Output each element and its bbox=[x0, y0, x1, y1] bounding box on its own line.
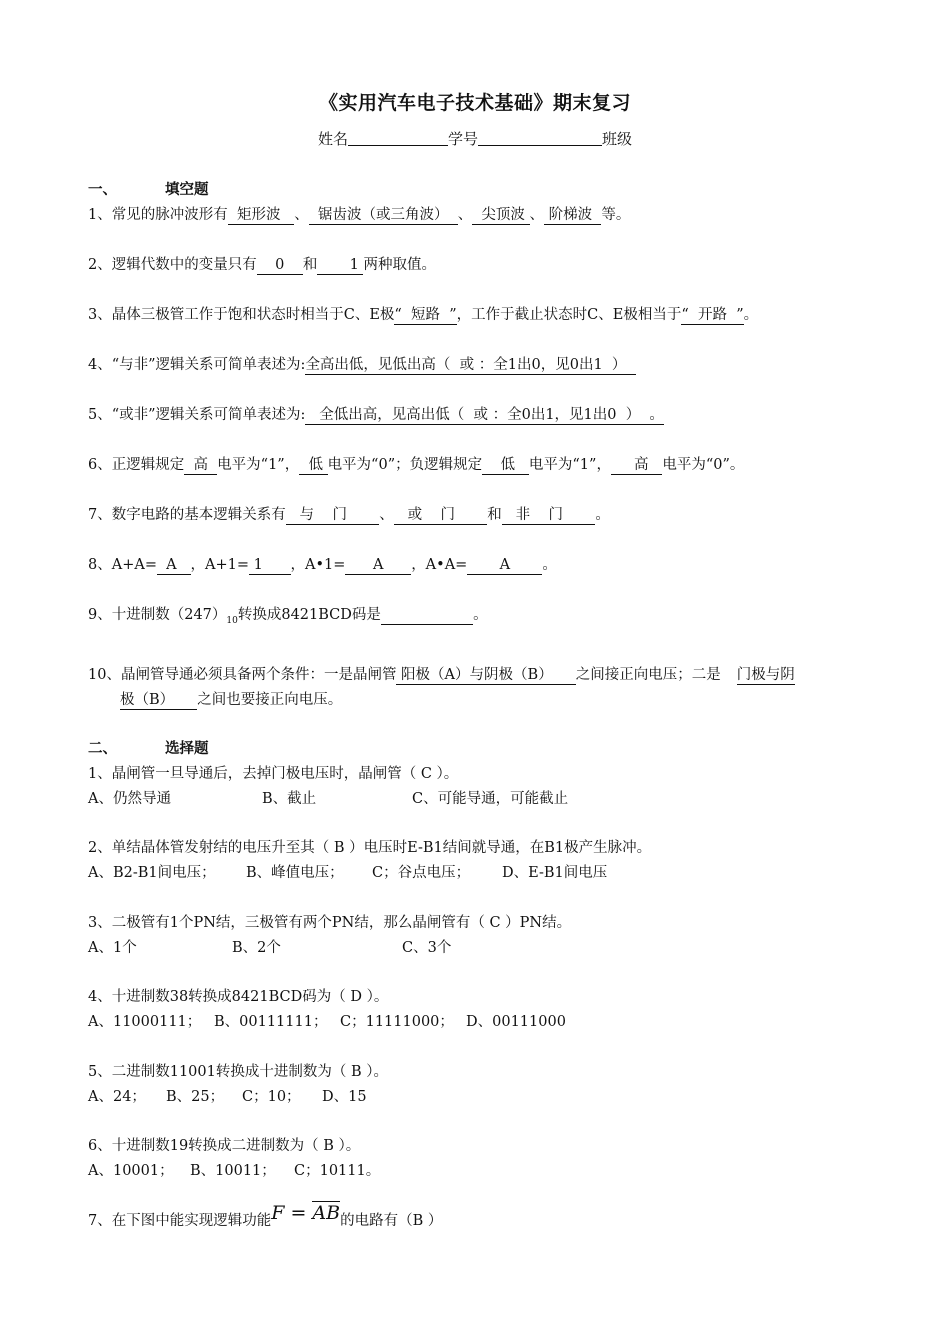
answer: 极（B） bbox=[120, 692, 198, 708]
question-10 bbox=[88, 663, 795, 684]
answer: 或 门 bbox=[393, 507, 488, 523]
question-3 bbox=[88, 303, 758, 324]
section-title: 选择题 bbox=[165, 740, 209, 757]
question-text: 7、数字电路的基本逻辑关系有 bbox=[88, 507, 286, 523]
question-text: ，A+1= bbox=[190, 557, 249, 573]
question-1 bbox=[88, 203, 630, 224]
question-text: 等。 bbox=[601, 207, 631, 223]
option-b[interactable]: B、截止 bbox=[262, 791, 317, 807]
question-2 bbox=[88, 253, 436, 274]
logic-formula bbox=[271, 1202, 340, 1224]
question-text: 和 bbox=[487, 507, 502, 523]
option-c[interactable]: C、可能导通，可能截止 bbox=[412, 791, 569, 807]
separator: 、 bbox=[294, 207, 309, 223]
question-text: 10、晶闸管导通必须具备两个条件：一是晶闸管 bbox=[88, 667, 397, 683]
answer: A bbox=[345, 557, 412, 573]
choice-1-options bbox=[88, 787, 568, 808]
answer: 门极与阴 bbox=[736, 667, 795, 683]
question-9 bbox=[88, 603, 488, 626]
question-text: 1、常见的脉冲波形有 bbox=[88, 207, 228, 223]
name-label: 姓名 bbox=[317, 130, 348, 148]
answer: 矩形波 bbox=[227, 207, 295, 223]
answer: 低 bbox=[299, 457, 328, 473]
question-text: 和 bbox=[302, 257, 318, 273]
choice-7-stem bbox=[88, 1202, 443, 1230]
choice-5-stem: 5、二进制数11001转换成十进制数为（ B ）。 bbox=[88, 1064, 388, 1080]
question-text: 。 bbox=[595, 507, 610, 523]
answer: 阳极（A）与阴极（B） bbox=[396, 667, 576, 683]
choice-2-options bbox=[88, 861, 607, 882]
question-text: 转换成8421BCD码是 bbox=[237, 607, 381, 623]
question-text: 之间接正向电压；二是 bbox=[575, 667, 721, 683]
separator: 、 bbox=[379, 507, 394, 523]
separator: 、 bbox=[457, 207, 473, 223]
option-a[interactable]: A、B2-B1间电压； bbox=[88, 865, 216, 881]
question-5 bbox=[88, 403, 664, 424]
choice-3-stem: 3、二极管有1个PN结，三极管有两个PN结，那么晶闸管有（ C ）PN结。 bbox=[88, 915, 572, 931]
answer: 全低出高，见高出低（ 或 ：全0出1，见1出0 ） 。 bbox=[305, 407, 664, 423]
formula-rhs: AB bbox=[312, 1202, 341, 1224]
question-text: 6、正逻辑规定 bbox=[88, 457, 185, 473]
question-text: ，A•A= bbox=[411, 557, 468, 573]
question-text: 7、在下图中能实现逻辑功能 bbox=[88, 1213, 272, 1229]
option-b[interactable]: B、00111111； bbox=[214, 1014, 328, 1030]
answer: 高 bbox=[184, 457, 218, 473]
answer: A bbox=[156, 557, 191, 573]
section-number: 二、 bbox=[88, 740, 117, 757]
option-a[interactable]: A、10001； bbox=[88, 1163, 174, 1179]
section-heading-fill bbox=[88, 178, 209, 199]
question-text: 8、A+A= bbox=[88, 557, 157, 573]
choice-6-stem: 6、十进制数19转换成二进制数为（ B ）。 bbox=[88, 1138, 361, 1154]
answer: 尖顶波 bbox=[472, 207, 530, 223]
question-4 bbox=[88, 353, 636, 374]
question-6 bbox=[88, 453, 744, 474]
question-10-cont bbox=[120, 688, 342, 709]
option-d[interactable]: D、15 bbox=[322, 1089, 367, 1105]
option-c[interactable]: C；10111。 bbox=[294, 1163, 381, 1179]
question-text: 3、晶体三极管工作于饱和状态时相当于C、E极 bbox=[88, 307, 395, 323]
answer: 0 bbox=[256, 257, 303, 273]
question-8 bbox=[88, 553, 557, 574]
question-text: ，工作于截止状态时C、E极相当于 bbox=[456, 307, 682, 323]
separator: 、 bbox=[529, 207, 545, 223]
option-b[interactable]: B、25； bbox=[166, 1089, 225, 1105]
answer: 与 门 bbox=[285, 507, 380, 523]
answer: 高 bbox=[610, 457, 663, 473]
answer: 阶梯波 bbox=[544, 207, 602, 223]
option-a[interactable]: A、24； bbox=[88, 1089, 146, 1105]
choice-1-stem: 1、晶闸管一旦导通后，去掉门极电压时，晶闸管（ C ）。 bbox=[88, 766, 459, 782]
option-d[interactable]: D、00111000 bbox=[466, 1014, 566, 1030]
answer: A bbox=[467, 557, 543, 573]
question-text: 4、“与非”逻辑关系可简单表述为: bbox=[88, 357, 306, 373]
section-number: 一、 bbox=[88, 181, 117, 198]
question-text: 两种取值。 bbox=[363, 257, 436, 273]
choice-3-options bbox=[88, 936, 451, 957]
question-text: 5、“或非”逻辑关系可简单表述为: bbox=[88, 407, 306, 423]
question-text: 9、十进制数（247） bbox=[88, 607, 227, 623]
option-b[interactable]: B、2个 bbox=[232, 940, 281, 956]
option-c[interactable]: C、3个 bbox=[402, 940, 452, 956]
name-blank[interactable] bbox=[348, 129, 448, 146]
choice-4-options bbox=[88, 1010, 566, 1031]
choice-5-options bbox=[88, 1085, 367, 1106]
page-title: 《实用汽车电子技术基础》期末复习 bbox=[318, 92, 631, 114]
formula-lhs: F = bbox=[271, 1202, 313, 1224]
answer: 非 门 bbox=[501, 507, 596, 523]
student-info bbox=[0, 128, 950, 149]
answer: 1 bbox=[317, 257, 364, 273]
question-text: ，A•1= bbox=[290, 557, 346, 573]
question-7 bbox=[88, 503, 610, 524]
option-b[interactable]: B、10011； bbox=[190, 1163, 276, 1179]
question-text: 2、逻辑代数中的变量只有 bbox=[88, 257, 257, 273]
option-c[interactable]: C；11111000； bbox=[340, 1014, 454, 1030]
answer: 全高出低，见低出高（ 或 ：全1出0，见0出1 ） bbox=[305, 357, 636, 373]
section-title: 填空题 bbox=[165, 181, 209, 198]
question-text: 。 bbox=[743, 307, 759, 323]
answer: 1 bbox=[249, 557, 291, 573]
answer: “ 短路 ” bbox=[394, 307, 457, 323]
question-text: 电平为“1”， bbox=[217, 457, 300, 473]
question-text: 电平为“0”；负逻辑规定 bbox=[327, 457, 483, 473]
choice-4-stem: 4、十进制数38转换成8421BCD码为（ D ）。 bbox=[88, 989, 389, 1005]
id-label: 学号 bbox=[447, 130, 478, 148]
question-text: 。 bbox=[473, 607, 488, 623]
option-a[interactable]: A、仍然导通 bbox=[88, 791, 171, 807]
option-c[interactable]: C；谷点电压； bbox=[372, 865, 471, 881]
question-text: 的电路有（B ） bbox=[340, 1213, 443, 1229]
question-text: 。 bbox=[542, 557, 557, 573]
question-text: 电平为“0”。 bbox=[662, 457, 745, 473]
section-heading-choice bbox=[88, 737, 209, 758]
class-label: 班级 bbox=[602, 130, 633, 148]
option-c[interactable]: C；10； bbox=[242, 1089, 301, 1105]
option-d[interactable]: D、E-B1间电压 bbox=[502, 865, 608, 881]
option-a[interactable]: A、1个 bbox=[88, 940, 137, 956]
answer: “ 开路 ” bbox=[681, 307, 744, 323]
id-blank[interactable] bbox=[478, 129, 602, 146]
subscript: 10 bbox=[226, 615, 238, 626]
choice-6-options bbox=[88, 1159, 380, 1180]
question-text: 电平为“1”， bbox=[528, 457, 611, 473]
question-text: 之间也要接正向电压。 bbox=[197, 692, 343, 708]
option-b[interactable]: B、峰值电压； bbox=[246, 865, 344, 881]
option-a[interactable]: A、11000111； bbox=[88, 1014, 202, 1030]
choice-2-stem: 2、单结晶体管发射结的电压升至其（ B ）电压时E-B1结间就导通，在B1极产生脉冲。 bbox=[88, 840, 652, 856]
answer-blank[interactable] bbox=[381, 607, 473, 625]
answer: 低 bbox=[482, 457, 529, 473]
answer: 锯齿波（或三角波） bbox=[308, 207, 458, 223]
